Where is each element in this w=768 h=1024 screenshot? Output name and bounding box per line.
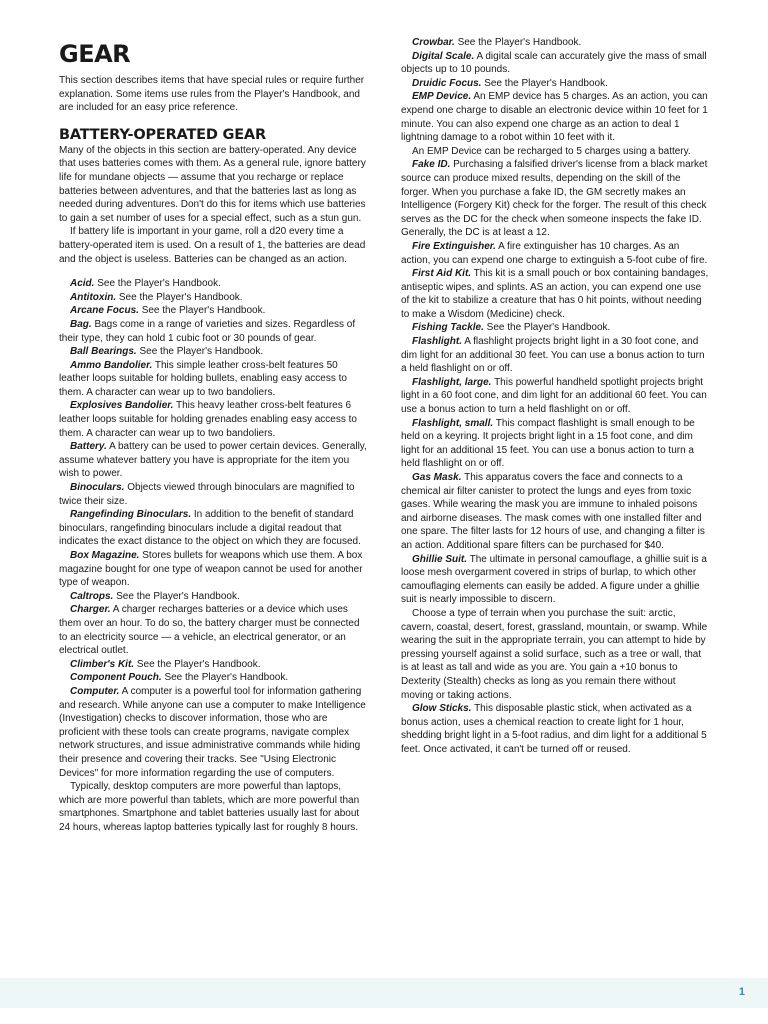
item-text: See the Player's Handbook.: [138, 305, 266, 317]
item-term: Fake ID.: [412, 159, 451, 171]
item-term: Acid.: [70, 278, 95, 290]
item-entry: [401, 267, 709, 321]
item-text: Purchasing a falsified driver's license from a black market source can produce mixed results, depending on the skill of the forger. When you purchase a fake ID, the GM secretly makes an Intelligence (Forgery Kit) check for the forger. The result of this check serves as the DC for the check when someone inspects the fake ID. Generally, the DC is at least a 12.: [401, 159, 708, 239]
item-entry: [401, 77, 709, 91]
battery-paragraph: Many of the objects in this section are battery-operated. Any device that uses batteries comes with them. As a general rule, ignore battery life for mundane objects — assume that you recharge or replace batteries between adventures, and that the batteries last as long as needed during adventures. Don't do this for items which use batteries to gain a set number of uses for a special effect, such as a stun gun.: [59, 144, 366, 224]
item-entry: [401, 702, 709, 756]
item-entry: [59, 291, 369, 305]
item-text: See the Player's Handbook.: [481, 77, 608, 89]
item-text: A digital scale can accurately give the mass of small objects up to 10 pounds.: [401, 50, 707, 76]
item-entry: [59, 318, 369, 345]
item-term: Flashlight, small.: [412, 417, 494, 429]
item-text: This powerful handheld spotlight projects bright light in a 60 foot cone, and dim light for an additional 60 feet. You can use a bonus action to turn a held flashlight on or off.: [401, 376, 707, 416]
item-term: Digital Scale.: [412, 50, 475, 62]
item-text: Bags come in a range of varieties and sizes. Regardless of their type, they can hold 1 cubic foot or 30 pounds of gear.: [59, 318, 356, 344]
item-text: See the Player's Handbook.: [136, 346, 264, 358]
item-term: Fire Extinguisher.: [412, 240, 496, 252]
item-entry: [401, 553, 709, 607]
emp-extra-paragraph: An EMP Device can be recharged to 5 charges using a battery.: [412, 145, 691, 157]
item-term: Computer.: [70, 685, 120, 697]
item-entry: [59, 304, 369, 318]
item-text: A fire extinguisher has 10 charges. As an action, you can expend one charge to extinguish a 5-foot cube of fire.: [401, 240, 708, 266]
item-text: See the Player's Handbook.: [454, 37, 582, 48]
page-footer: [0, 978, 768, 1008]
item-text: See the Player's Handbook.: [134, 658, 261, 670]
item-term: Crowbar.: [412, 37, 455, 48]
battery-paragraph: If battery life is important in your game, roll a d20 every time a battery-operated item is used. On a result of 1, the batteries are dead and the object is useless. Batteries can be changed as an action.: [59, 226, 366, 265]
item-text: The ultimate in personal camouflage, a ghillie suit is a loose mesh overgarment covered in strips of burlap, to which other camouflaging elements can easily be added. A figure under a ghillie suit is nearly impossible to discern.: [401, 553, 707, 606]
item-text: This kit is a small pouch or box containing bandages, antiseptic wipes, and splints. AS an action, you can expend one use of the kit to stabilize a creature that has 0 hit points, without needing to make a Wisdom (Medicine) check.: [401, 268, 709, 320]
item-text: A flashlight projects bright light in a 30 foot cone, and dim light for an additional 30 feet. You can use a bonus action to turn a held flashlight on or off.: [401, 336, 705, 375]
item-term: Ammo Bandolier.: [70, 359, 153, 371]
item-term: Caltrops.: [70, 590, 114, 602]
item-entry: [401, 321, 709, 335]
item-text: A battery can be used to power certain devices. Generally, assume whatever battery you have is appropriate for the item you wish to power.: [59, 441, 367, 480]
item-term: Binoculars.: [70, 482, 125, 494]
item-text: A charger recharges batteries or a device which uses them over an hour. To do so, the battery charger must be connected to an electricity source — a vehicle, an electrical generator, or an electrical outlet.: [59, 604, 360, 657]
item-text: This disposable plastic stick, when activated as a bonus action, uses a chemical reaction to create light for 1 hour, shedding bright light in a 5-foot radius, and dim light for a additional 5 feet. Once activated, it can't be turned off or reused.: [401, 703, 707, 755]
section-heading: BATTERY-OPERATED GEAR: [59, 126, 266, 143]
item-entry: [59, 277, 369, 291]
item-text: Objects viewed through binoculars are magnified to twice their size.: [59, 482, 355, 507]
item-entry: [401, 376, 709, 417]
item-entry: [59, 508, 369, 549]
item-term: Bag.: [70, 318, 92, 330]
item-entry: [59, 549, 369, 590]
item-term: Climber's Kit.: [70, 658, 135, 670]
page-number: 1: [738, 986, 745, 998]
item-entry: [59, 440, 369, 481]
item-text: See the Player's Handbook.: [94, 278, 221, 290]
item-entry: [401, 471, 709, 553]
ghillie-extra-paragraph: Choose a type of terrain when you purchase the suit: arctic, cavern, coastal, desert, forest, grassland, mountain, or swamp. While wearing the suit in the appropriate terrain, you can attempt to hide by pressing yourself against a solid surface, such as a tree or wall, that is at least as tall and wide as you are. You gain a +10 bonus to Dexterity (Stealth) checks as long as you remain there without moving or taking actions.: [401, 607, 708, 701]
item-term: Flashlight, large.: [412, 376, 492, 388]
item-term: EMP Device.: [412, 91, 472, 103]
item-term: Flashlight.: [412, 336, 462, 348]
item-entry: [401, 50, 709, 77]
item-text: This apparatus covers the face and connects to a chemical air filter canister to protect the lungs and eyes from toxic gases. While wearing the mask you are immune to inhaled poisons and airborne diseases. The mask comes with one installed filter and one spare. The filter lasts for 12 hours of use, and changing a filter is an action. Additional spare filters can be purchased for $40.: [401, 472, 705, 551]
item-term: Battery.: [70, 441, 107, 453]
item-term: Ball Bearings.: [70, 346, 137, 358]
item-term: Antitoxin.: [70, 291, 117, 303]
left-column: [59, 40, 369, 834]
item-term: Ghillie Suit.: [412, 553, 468, 565]
item-text: A computer is a powerful tool for information gathering and research. While anyone can use a computer to make Intelligence (Investigation) checks to discover information, those who are proficient with these tools can create programs, navigate complex network structures, and issue administrative commands while hiding their presence and covering their tracks. See "Using Electronic Devices" for more information regarding the use of computers.: [59, 685, 366, 779]
page-title: GEAR: [59, 40, 131, 68]
item-term: First Aid Kit.: [412, 268, 472, 280]
item-text: This simple leather cross-belt features 50 leather loops suitable for holding bullets, enabling easy access to them. A character can wear up to two bandoliers.: [59, 359, 347, 398]
item-term: Arcane Focus.: [70, 305, 139, 317]
item-text: See the Player's Handbook.: [116, 291, 243, 303]
item-text: An EMP device has 5 charges. As an action, you can expend one charge to disable an electronic device within 10 feet for 1 minute. You can also expend one charge as an action to deal 1 lightning damage to a robot within 10 feet with it.: [401, 91, 708, 144]
item-term: Explosives Bandolier.: [70, 400, 174, 412]
item-text: Stores bullets for weapons which use them. A box magazine bought for one type of weapon cannot be used for another type of weapon.: [59, 550, 363, 589]
item-entry: [59, 481, 369, 508]
item-entry: [59, 359, 369, 400]
computer-extra-paragraph: Typically, desktop computers are more powerful than laptops, which are more powerful than tablets, which are more powerful than smartphones. Smartphone and tablet batteries usually last for about 24 hours, whereas laptop batteries typically last for roughly 8 hours.: [59, 781, 360, 833]
intro-paragraph: This section describes items that have special rules or require further explanation. Some items use rules from the Player's Handbook, and are included for an easy price reference.: [59, 75, 365, 114]
item-text: See the Player's Handbook.: [483, 322, 611, 334]
item-entry: [59, 671, 369, 685]
item-text: This compact flashlight is small enough to be held on a keyring. It projects bright light in a 15 foot cone, and dim light for an additional 15 feet. You can use a bonus action to turn a held flashlight on or off.: [401, 417, 695, 470]
item-entry: [401, 417, 709, 471]
right-column: [401, 36, 709, 756]
item-term: Component Pouch.: [70, 672, 162, 684]
item-entry: [59, 590, 369, 604]
item-entry: [59, 685, 369, 780]
item-term: Gas Mask.: [412, 472, 462, 483]
item-entry: [401, 90, 709, 144]
item-entry: [401, 36, 709, 50]
item-term: Rangefinding Binoculars.: [70, 509, 192, 521]
item-term: Druidic Focus.: [412, 77, 482, 89]
item-list-left: [59, 277, 369, 834]
item-entry: [401, 335, 709, 376]
item-text: In addition to the benefit of standard binoculars, rangefinding binoculars include a digital readout that indicates the exact distance to the object on which they are focused.: [59, 509, 361, 548]
item-term: Glow Sticks.: [412, 703, 472, 715]
item-term: Fishing Tackle.: [412, 322, 484, 334]
item-text: This heavy leather cross-belt features 6 leather loops suitable for holding grenades enabling easy access to them. A character can wear up to two bandoliers.: [59, 400, 357, 439]
item-entry: [401, 240, 709, 267]
item-entry: [401, 158, 709, 240]
item-text: See the Player's Handbook.: [113, 590, 240, 602]
item-entry: [59, 399, 369, 440]
item-entry: [59, 345, 369, 359]
item-entry: [59, 658, 369, 672]
item-text: See the Player's Handbook.: [161, 672, 289, 684]
item-term: Box Magazine.: [70, 550, 140, 561]
item-entry: [59, 603, 369, 657]
item-term: Charger.: [70, 604, 111, 616]
